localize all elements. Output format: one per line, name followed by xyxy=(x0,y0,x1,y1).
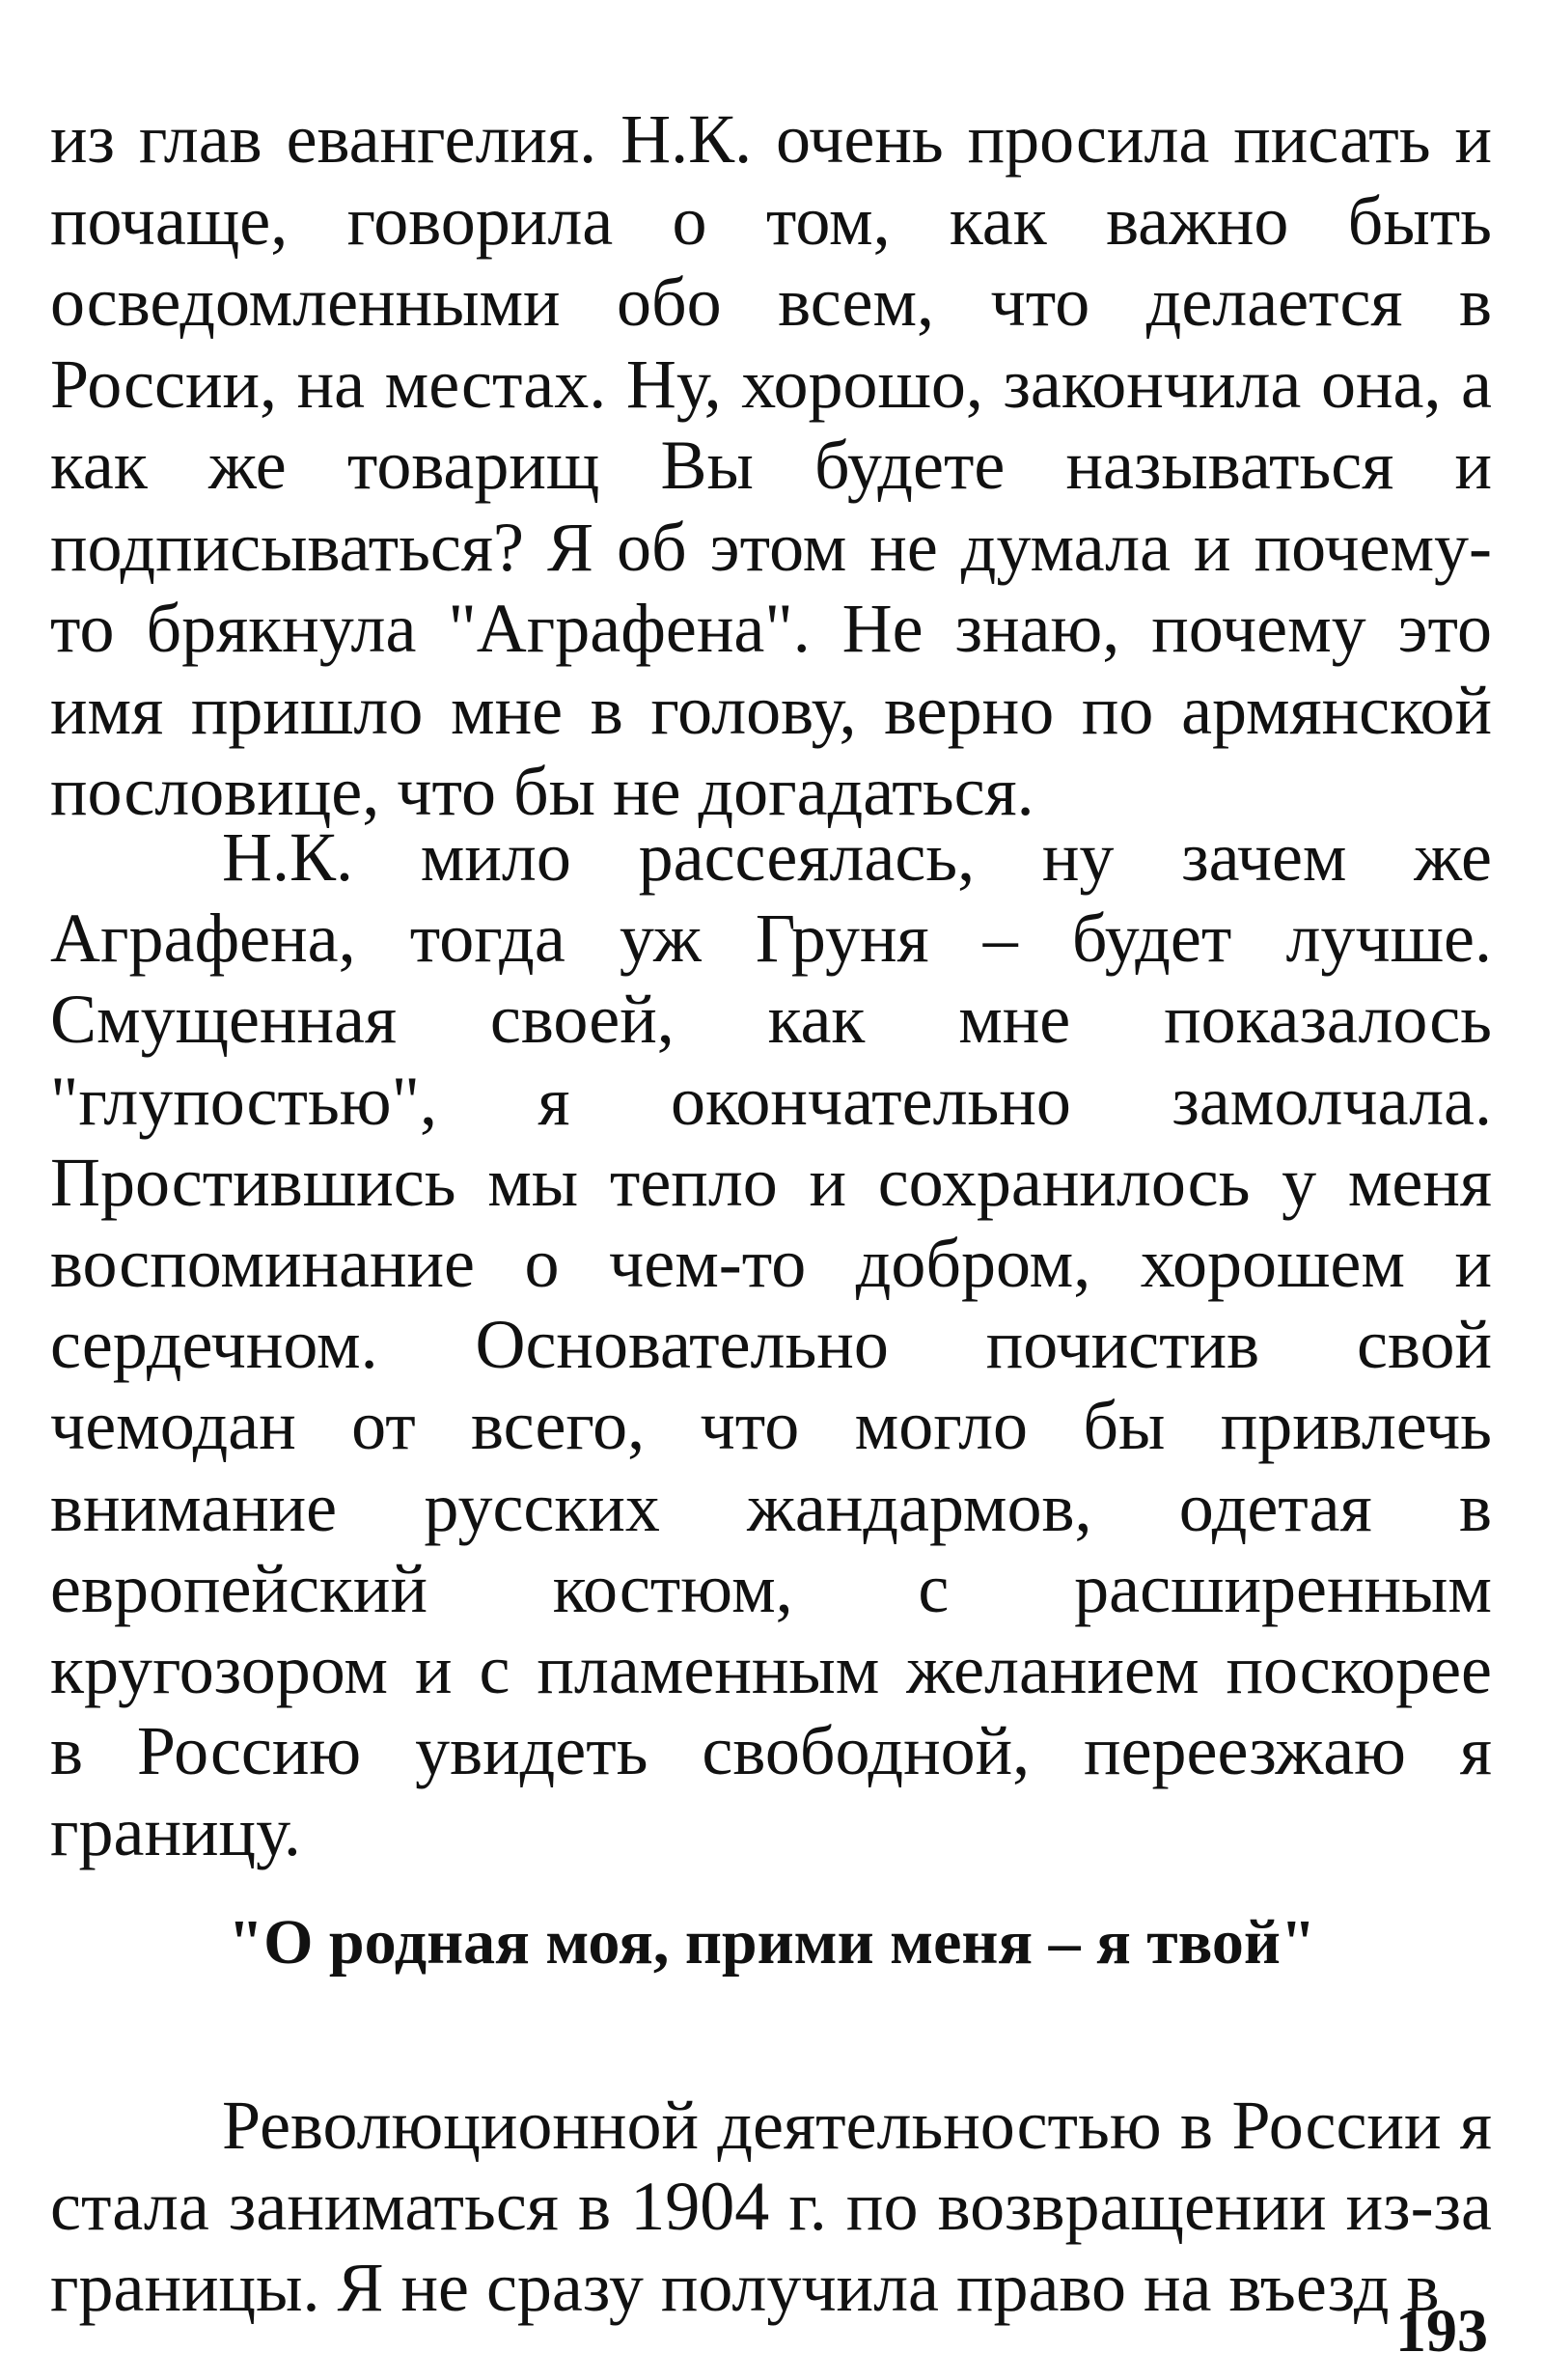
paragraph: Н.К. мило рассеялась, ну зачем же Аграфена, тогда уж Груня – будет лучше. Смущенная своей, как мне показалось "глупостью", я окончательно замолчала. Простившись мы тепло и сохранилось у меня воспоминание о чем-то добром, хорошем и сердечном. Основательно почистив свой чемодан от всего, что могло бы привлечь внимание русских жандармов, одетая в европейский костюм, с расширенным кругозором и с пламенным желанием поскорее в Россию увидеть свободной, переезжаю я границу. xyxy=(50,818,1492,1871)
page-number: 193 xyxy=(1395,2296,1488,2365)
paragraph: Революционной деятельностью в России я стала заниматься в 1904 г. по возвращении из-за границы. Я не сразу получила право на въезд в xyxy=(50,2087,1492,2326)
paragraph-continued: из глав евангелия. Н.К. очень просила писать и почаще, говорила о том, как важно быть осведомленными обо всем, что делается в России, на местах. Ну, хорошо, закончила она, а как же товарищ Вы будете называться и подписываться? Я об этом не думала и почему-то брякнула "Аграфена". Не знаю, почему это имя пришло мне в голову, верно по армянской пословице, что бы не догадаться. xyxy=(50,100,1492,830)
section-heading: "О родная моя, прими меня – я твой" xyxy=(228,1906,1316,1978)
